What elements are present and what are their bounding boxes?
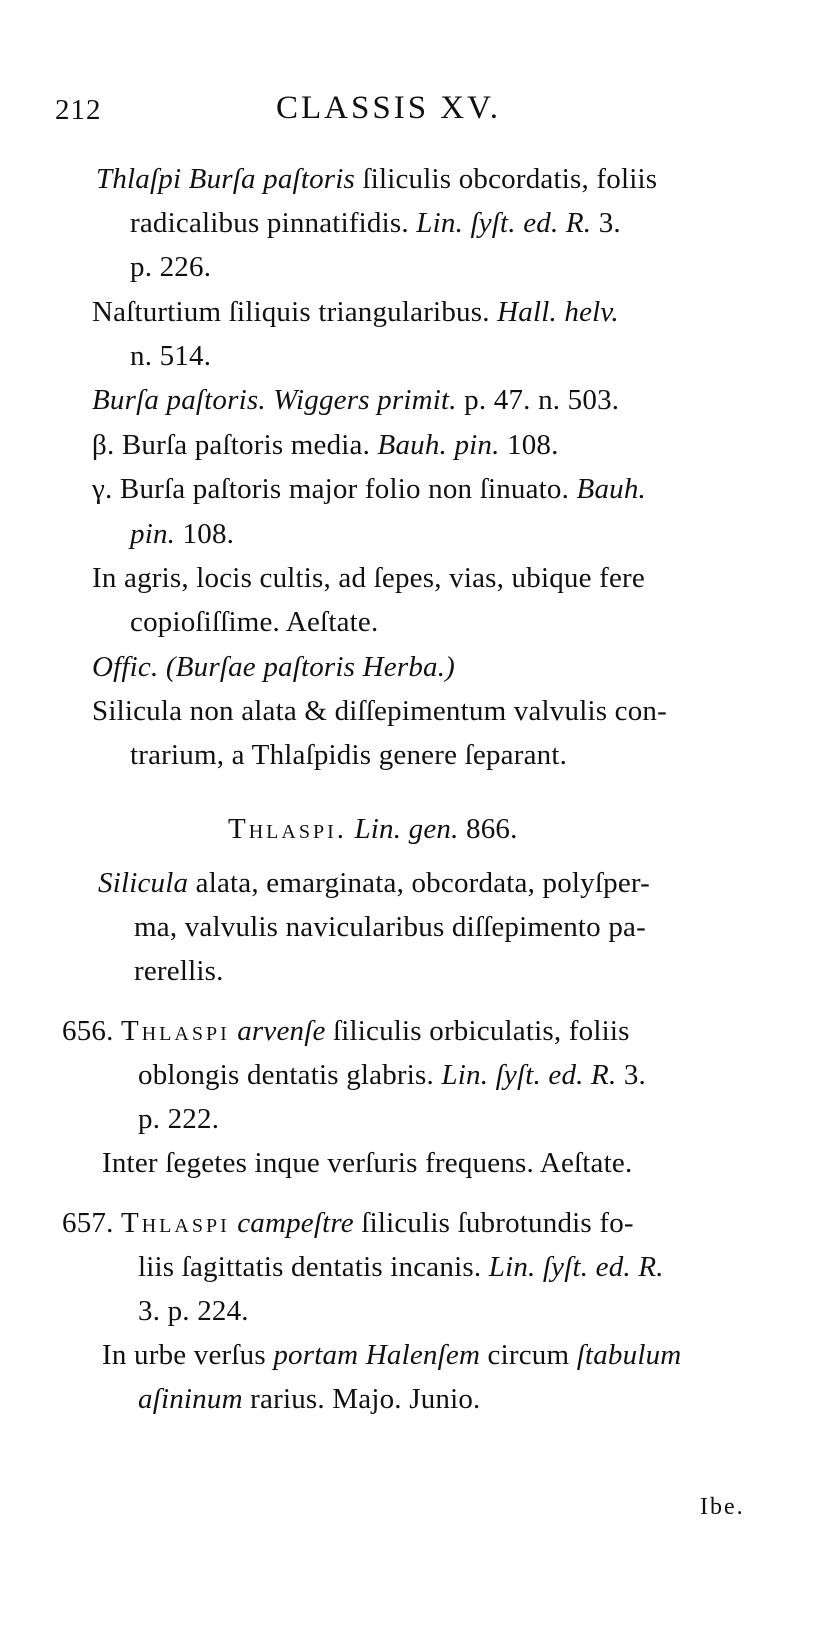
- italic-text: Thlaſpi Burſa paſtoris: [96, 163, 355, 195]
- roman-text: 3. p. 224.: [138, 1295, 249, 1327]
- text-line: [130, 250, 211, 284]
- text-line: [98, 866, 650, 900]
- species-entry-657: [62, 1206, 634, 1240]
- text-line: [92, 694, 667, 728]
- roman-text: 108.: [175, 518, 235, 550]
- italic-text: Lin. ſyſt. ed. R.: [441, 1059, 617, 1091]
- catchword: Ibe.: [700, 1494, 745, 1520]
- italic-text: aſininum: [138, 1383, 243, 1415]
- italic-text: Silicula: [98, 867, 189, 899]
- roman-text: ſiliculis obcordatis, foliis: [355, 163, 658, 195]
- italic-text: Lin. ſyſt. ed. R.: [488, 1251, 664, 1283]
- roman-text: radicalibus pinnatifidis.: [130, 207, 417, 239]
- text-line: [130, 339, 211, 373]
- italic-text: Lin. gen.: [354, 813, 459, 845]
- text-line: [92, 650, 455, 684]
- roman-text: copioſiſſime. Aeſtate.: [130, 606, 379, 638]
- roman-text: p. 222.: [138, 1103, 220, 1135]
- italic-text: ſtabulum: [576, 1339, 682, 1371]
- roman-text: p. 47. n. 503.: [456, 384, 620, 416]
- roman-text: rarius. Majo. Junio.: [242, 1383, 481, 1415]
- text-line: [130, 517, 234, 551]
- running-head: CLASSIS XV.: [276, 90, 501, 126]
- roman-text: ſiliculis ſubrotundis fo-: [353, 1207, 634, 1239]
- smallcaps-text: Thlaspi: [121, 1015, 230, 1047]
- italic-text: Bauh.: [576, 473, 647, 505]
- text-line: [138, 1382, 481, 1416]
- text-line: [92, 383, 619, 417]
- smallcaps-text: Thlaspi.: [228, 813, 347, 845]
- roman-text: ma, valvulis navicularibus diſſepimento pa-: [134, 911, 646, 943]
- italic-text: Burſa paſtoris. Wiggers primit.: [92, 384, 457, 416]
- roman-text: liis ſagittatis dentatis incanis.: [138, 1251, 489, 1283]
- text-line: [92, 295, 619, 329]
- text-line: [138, 1250, 664, 1284]
- text-line: [130, 738, 567, 772]
- roman-text: p. 226.: [130, 251, 212, 283]
- roman-text: Inter ſegetes inque verſuris frequens. Aeſtate.: [102, 1147, 633, 1179]
- text-line: [138, 1102, 219, 1136]
- roman-text: In urbe verſus: [102, 1339, 274, 1371]
- roman-text: trarium, a Thlaſpidis genere ſeparant.: [130, 739, 568, 771]
- text-line: [92, 561, 645, 595]
- italic-text: Bauh. pin.: [377, 429, 500, 461]
- roman-text: In agris, locis cultis, ad ſepes, vias, ubique fere: [92, 562, 645, 594]
- text-line: [102, 1146, 632, 1180]
- roman-text: ſiliculis orbiculatis, foliis: [325, 1015, 630, 1047]
- roman-text: 657.: [62, 1207, 121, 1239]
- genus-heading: [228, 812, 518, 846]
- text-line: [134, 910, 646, 944]
- roman-text: β. Burſa paſtoris media.: [92, 429, 378, 461]
- roman-text: rerellis.: [134, 955, 224, 987]
- italic-text: arvenſe: [237, 1015, 326, 1047]
- roman-text: 656.: [62, 1015, 121, 1047]
- species-entry-656: [62, 1014, 630, 1048]
- roman-text: 866.: [458, 813, 518, 845]
- roman-text: oblongis dentatis glabris.: [138, 1059, 442, 1091]
- roman-text: Naſturtium ſiliquis triangularibus.: [92, 296, 498, 328]
- text-line: [102, 1338, 681, 1372]
- text-line: [130, 605, 378, 639]
- text-line: [138, 1058, 646, 1092]
- roman-text: alata, emarginata, obcordata, polyſper-: [188, 867, 651, 899]
- italic-text: campeſtre: [237, 1207, 354, 1239]
- smallcaps-text: Thlaspi: [121, 1207, 230, 1239]
- text-line: [92, 472, 646, 506]
- roman-text: 3.: [591, 207, 621, 239]
- italic-text: pin.: [130, 518, 176, 550]
- italic-text: Hall. helv.: [497, 296, 619, 328]
- roman-text: Silicula non alata & diſſepimentum valvulis con-: [92, 695, 667, 727]
- italic-text: Offic. (Burſae paſtoris Herba.): [92, 651, 456, 683]
- roman-text: 3.: [616, 1059, 647, 1091]
- page-number: 212: [55, 94, 102, 126]
- roman-text: n. 514.: [130, 340, 212, 372]
- italic-text: Lin. ſyſt. ed. R.: [416, 207, 592, 239]
- roman-text: γ. Burſa paſtoris major folio non ſinuato.: [92, 473, 577, 505]
- text-line: [134, 954, 224, 988]
- roman-text: circum: [480, 1339, 577, 1371]
- roman-text: 108.: [499, 429, 559, 461]
- text-line: [130, 206, 621, 240]
- text-line: [138, 1294, 249, 1328]
- text-line: [96, 162, 657, 196]
- text-line: [92, 428, 559, 462]
- italic-text: portam Halenſem: [273, 1339, 481, 1371]
